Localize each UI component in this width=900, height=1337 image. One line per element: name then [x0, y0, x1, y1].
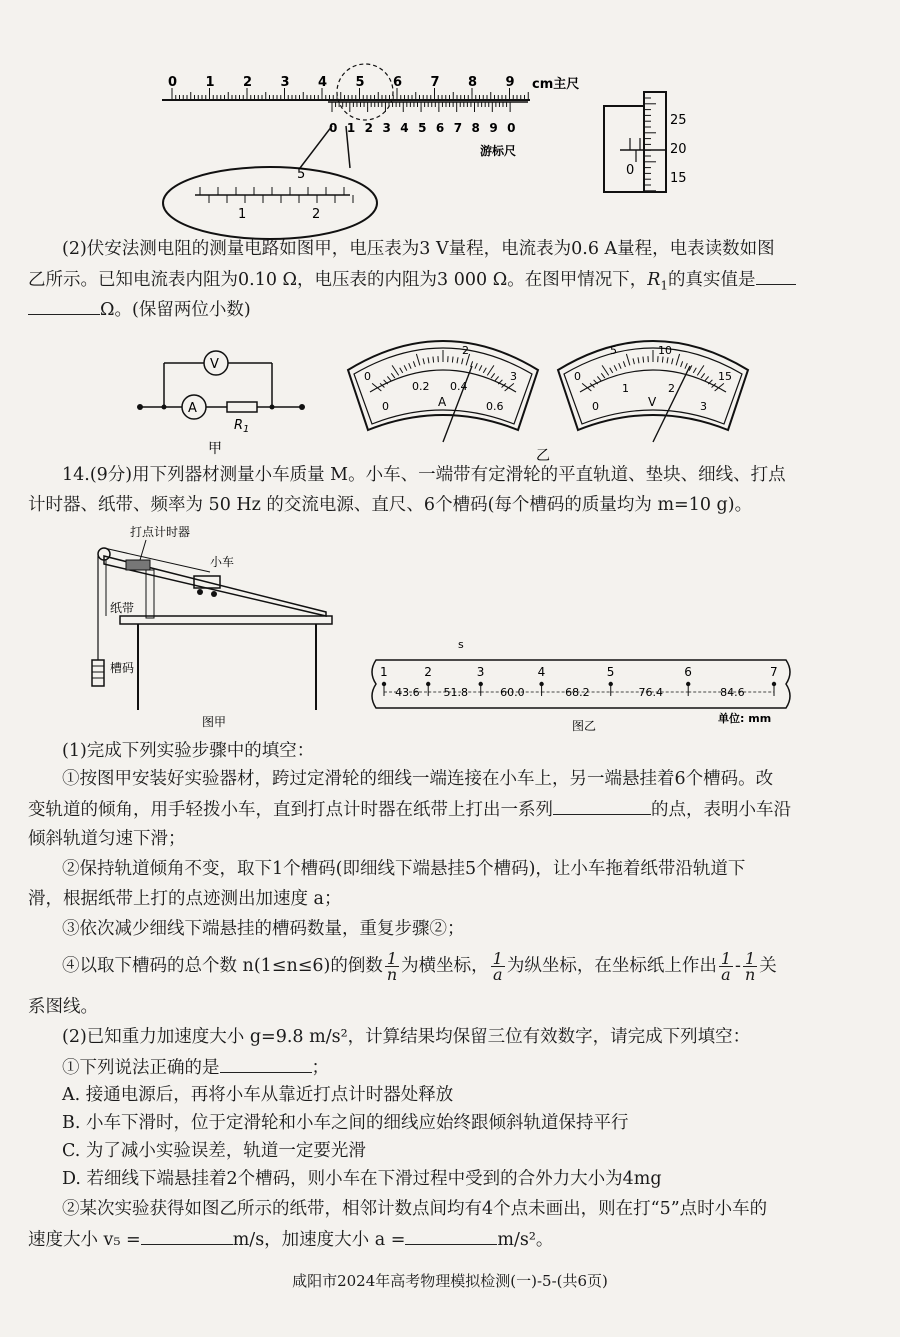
q14-line2: 计时器、纸带、频率为 50 Hz 的交流电源、直尺、6个槽码(每个槽码的质量均为 m=10 g)。: [28, 495, 753, 515]
svg-text:3: 3: [700, 400, 707, 413]
main-scale-number-9: 9: [505, 75, 515, 90]
tape-label: 纸带: [110, 601, 135, 615]
tape-point-label-2: 2: [424, 665, 432, 679]
part1-title: (1)完成下列实验步骤中的填空：: [62, 741, 315, 761]
fraction-1-over-n: $\frac{1}{n}$: [386, 949, 398, 984]
vernier-number-7: 7: [453, 121, 463, 135]
vernier-number-10: 0: [507, 121, 516, 135]
option-b: B. 小车下滑时，位于定滑轮和小车之间的细线应始终跟倾斜轨道保持平行: [62, 1113, 629, 1133]
vernier-number-1: 1: [346, 121, 356, 135]
micrometer-number-20: 20: [670, 142, 687, 157]
svg-text:3: 3: [510, 370, 517, 383]
zoom-bottom-number-2: 2: [312, 207, 321, 222]
apparatus-figure: [90, 520, 350, 730]
main-scale-number-7: 7: [430, 75, 440, 90]
fraction-1-over-n-2: $\frac{1}{n}$: [744, 949, 756, 984]
main-scale-number-1: 1: [205, 75, 215, 90]
micrometer-sleeve-number: 0: [626, 163, 635, 178]
unit-label: 单位: mm: [718, 712, 772, 725]
svg-text:2: 2: [668, 382, 675, 395]
micrometer-figure: [600, 88, 720, 198]
q13-2-line1: (2)伏安法测电阻的测量电路如图甲，电压表为3 V量程，电流表为0.6 A量程，电表读数如图: [62, 239, 775, 259]
svg-text:0: 0: [574, 370, 581, 383]
tape-point-label-1: 1: [380, 665, 388, 679]
answer-blank-velocity[interactable]: [141, 1226, 233, 1245]
part2-q2-line2: 速度大小 v₅ = m/s，加速度大小 a = m/s²。: [28, 1226, 900, 1253]
stray-mark: s: [458, 638, 464, 651]
step1-line3: 倾斜轨道匀速下滑；: [28, 829, 186, 849]
vernier-scale-label: 游标尺: [480, 144, 517, 158]
svg-text:1: 1: [622, 382, 629, 395]
main-scale-number-4: 4: [318, 75, 328, 90]
tape-distance-6: 84.6: [720, 686, 745, 699]
answer-blank-r1-part2[interactable]: [28, 296, 100, 315]
tape-distance-4: 68.2: [565, 686, 590, 699]
main-scale-number-6: 6: [393, 75, 403, 90]
svg-text:2: 2: [462, 344, 469, 357]
vernier-number-4: 4: [400, 121, 409, 135]
svg-text:A: A: [438, 395, 447, 409]
option-c: C. 为了减小实验误差，轨道一定要光滑: [62, 1141, 366, 1161]
step4-line1: ④以取下槽码的总个数 n(1≤n≤6)的倒数 $\frac{1}{n}$ 为横坐标， $\frac{1}{a}$ 为纵坐标，在坐标纸上作出 $\frac{1}{a}$ - $\frac{1}{n}$ 关: [62, 949, 777, 984]
main-scale-number-8: 8: [468, 75, 478, 90]
answer-blank-choice[interactable]: [220, 1054, 312, 1073]
tape-point-label-6: 6: [684, 665, 692, 679]
svg-text:0: 0: [382, 400, 389, 413]
svg-text:10: 10: [658, 344, 672, 357]
q13-2-line2: 乙所示。已知电流表内阻为0.10 Ω，电压表的内阻为3 000 Ω。在图甲情况下，$R_1$的真实值是: [28, 266, 900, 299]
svg-text:5: 5: [610, 344, 617, 357]
step2-line1: ②保持轨道倾角不变，取下1个槽码(即细线下端悬挂5个槽码)，让小车拖着纸带沿轨道下: [62, 859, 746, 879]
part2-q2-line1: ②某次实验获得如图乙所示的纸带，相邻计数点间均有4个点未画出，则在打“5”点时小车的: [62, 1199, 768, 1219]
micrometer-number-15: 15: [670, 171, 687, 186]
answer-blank-acceleration[interactable]: [405, 1226, 497, 1245]
main-scale-number-0: 0: [168, 75, 178, 90]
tape-distance-1: 43.6: [395, 686, 420, 699]
ammeter-dial: [348, 341, 538, 442]
tape-distance-2: 51.8: [443, 686, 468, 699]
vernier-number-2: 2: [364, 121, 373, 135]
meters-figure: [340, 330, 760, 465]
main-scale-number-3: 3: [280, 75, 290, 90]
svg-text:0: 0: [592, 400, 599, 413]
ammeter-symbol: A: [188, 401, 197, 416]
option-a: A. 接通电源后，再将小车从靠近打点计时器处释放: [62, 1085, 454, 1105]
tape-point-label-7: 7: [770, 665, 778, 679]
fraction-1-over-a-2: $\frac{1}{a}$: [720, 949, 732, 984]
q14-line1: 14.(9分)用下列器材测量小车质量 M。小车、一端带有定滑轮的平直轨道、垫块、细线、打点: [62, 465, 786, 485]
fraction-1-over-a: $\frac{1}{a}$: [492, 949, 503, 984]
circuit-diagram: [132, 345, 312, 455]
tape-point-label-5: 5: [606, 665, 615, 679]
svg-text:0: 0: [364, 370, 371, 383]
svg-text:V: V: [648, 395, 657, 409]
answer-blank-r1-part1[interactable]: [756, 266, 796, 285]
vernier-caliper-figure: [150, 60, 610, 240]
zoom-bottom-number-1: 1: [238, 207, 247, 222]
step1-line2: 变轨道的倾角，用手轻拨小车，直到打点计时器在纸带上打出一系列 的点，表明小车沿: [28, 796, 900, 823]
tape-point-label-3: 3: [476, 665, 485, 679]
answer-blank-uniform[interactable]: [553, 796, 651, 815]
micrometer-number-25: 25: [670, 113, 687, 128]
step4-line2: 系图线。: [28, 997, 98, 1017]
caption-yi: 乙: [536, 448, 550, 464]
resistor-label: $R_1$: [234, 418, 250, 435]
weights-label: 槽码: [110, 661, 135, 675]
main-scale-number-2: 2: [243, 75, 253, 90]
zoom-top-number: 5: [297, 167, 306, 182]
paper-tape-figure: [366, 636, 806, 736]
vernier-number-0: 0: [329, 121, 338, 135]
caption-fig-jia: 图甲: [202, 715, 227, 729]
tape-distance-3: 60.0: [500, 686, 525, 699]
page-footer: 咸阳市2024年高考物理模拟检测(一)-5-(共6页): [292, 1272, 608, 1290]
svg-text:0.6: 0.6: [486, 400, 504, 413]
step1-line1: ①按图甲安装好实验器材，跨过定滑轮的细线一端连接在小车上，另一端悬挂着6个槽码。改: [62, 769, 774, 789]
voltmeter-dial: [558, 341, 748, 442]
part2-q1: ①下列说法正确的是 ；: [62, 1054, 900, 1081]
option-d: D. 若细线下端悬挂着2个槽码，则小车在下滑过程中受到的合外力大小为4mg: [62, 1169, 662, 1189]
step2-line2: 滑，根据纸带上打的点迹测出加速度 a；: [28, 889, 342, 909]
vernier-number-8: 8: [471, 121, 480, 135]
vernier-number-9: 9: [489, 121, 498, 135]
caption-fig-yi: 图乙: [572, 719, 597, 733]
vernier-number-3: 3: [382, 121, 391, 135]
main-scale-number-5: 5: [355, 75, 365, 90]
part2-title: (2)已知重力加速度大小 g=9.8 m/s²，计算结果均保留三位有效数字，请完成下列填空：: [62, 1027, 751, 1047]
svg-text:0.2: 0.2: [412, 380, 430, 393]
cart-label: 小车: [210, 555, 235, 569]
step3-line: ③依次减少细线下端悬挂的槽码数量，重复步骤②；: [62, 919, 465, 939]
main-scale-label: cm主尺: [532, 77, 580, 92]
timer-label: 打点计时器: [130, 525, 191, 539]
tape-distance-5: 76.4: [638, 686, 663, 699]
voltmeter-symbol: V: [210, 357, 219, 372]
tape-point-label-4: 4: [537, 665, 546, 679]
vernier-number-6: 6: [435, 121, 445, 135]
vernier-number-5: 5: [418, 121, 427, 135]
caption-jia: 甲: [208, 441, 222, 455]
svg-text:0.4: 0.4: [450, 380, 468, 393]
svg-text:15: 15: [718, 370, 732, 383]
q13-2-line3: Ω。(保留两位小数): [28, 296, 900, 323]
